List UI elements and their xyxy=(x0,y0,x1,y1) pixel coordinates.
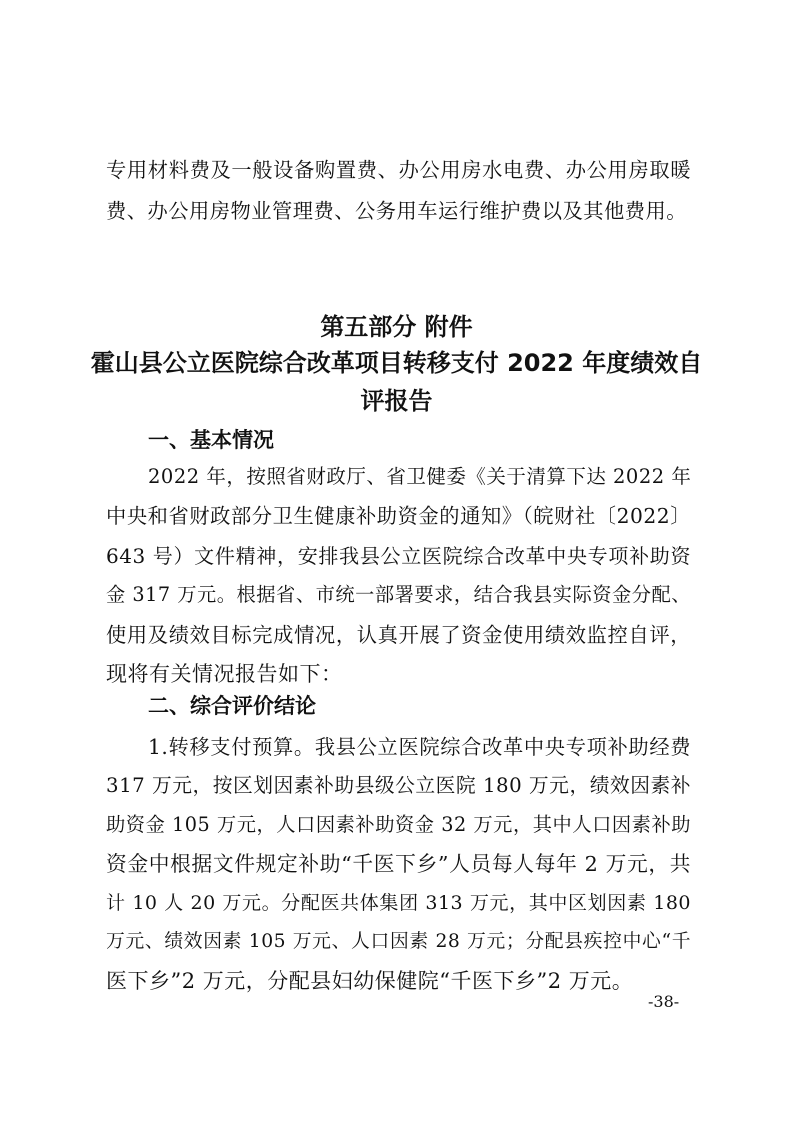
paragraph-line: 643 号）文件精神，安排我县公立医院综合改革中央专项补助资 xyxy=(106,544,691,568)
paragraph-line: 医下乡”2 万元，分配县妇幼保健院“千医下乡”2 万元。 xyxy=(106,969,634,993)
paragraph-line: 助资金 105 万元，人口因素补助资金 32 万元，其中人口因素补助 xyxy=(106,813,691,836)
page-number: -38- xyxy=(648,992,680,1011)
paragraph-line: 现将有关情况报告如下： xyxy=(106,662,343,686)
paragraph-line: 计 10 人 20 万元。分配医共体集团 313 万元，其中区划因素 180 xyxy=(106,892,691,914)
intro-line-2: 费、办公用房物业管理费、公务用车运行维护费以及其他费用。 xyxy=(106,199,688,223)
paragraph-line: 资金中根据文件规定补助“千医下乡”人员每人每年 2 万元，共 xyxy=(106,852,691,876)
part-title: 第五部分 附件 xyxy=(320,313,473,341)
section-heading-evaluation: 二、综合评价结论 xyxy=(148,693,316,718)
paragraph-line: 中央和省财政部分卫生健康补助资金的通知》（皖财社〔2022〕 xyxy=(106,504,691,528)
paragraph-line: 1.转移支付预算。我县公立医院综合改革中央专项补助经费 xyxy=(148,735,691,759)
paragraph-line: 317 万元，按区划因素补助县级公立医院 180 万元，绩效因素补 xyxy=(106,774,691,797)
intro-line-1: 专用材料费及一般设备购置费、办公用房水电费、办公用房取暖 xyxy=(106,158,691,182)
paragraph-line: 金 317 万元。根据省、市统一部署要求，结合我县实际资金分配、 xyxy=(106,583,691,606)
paragraph-line: 2022 年，按照省财政厅、省卫健委《关于清算下达 2022 年 xyxy=(148,465,692,488)
paragraph-line: 使用及绩效目标完成情况，认真开展了资金使用绩效监控自评， xyxy=(106,623,691,647)
report-title-line-2: 评报告 xyxy=(360,387,433,415)
report-title-line-1: 霍山县公立医院综合改革项目转移支付 2022 年度绩效自 xyxy=(90,349,703,377)
paragraph-line: 万元、绩效因素 105 万元、人口因素 28 万元；分配县疾控中心“千 xyxy=(106,931,691,952)
section-heading-basic-info: 一、基本情况 xyxy=(148,427,274,452)
